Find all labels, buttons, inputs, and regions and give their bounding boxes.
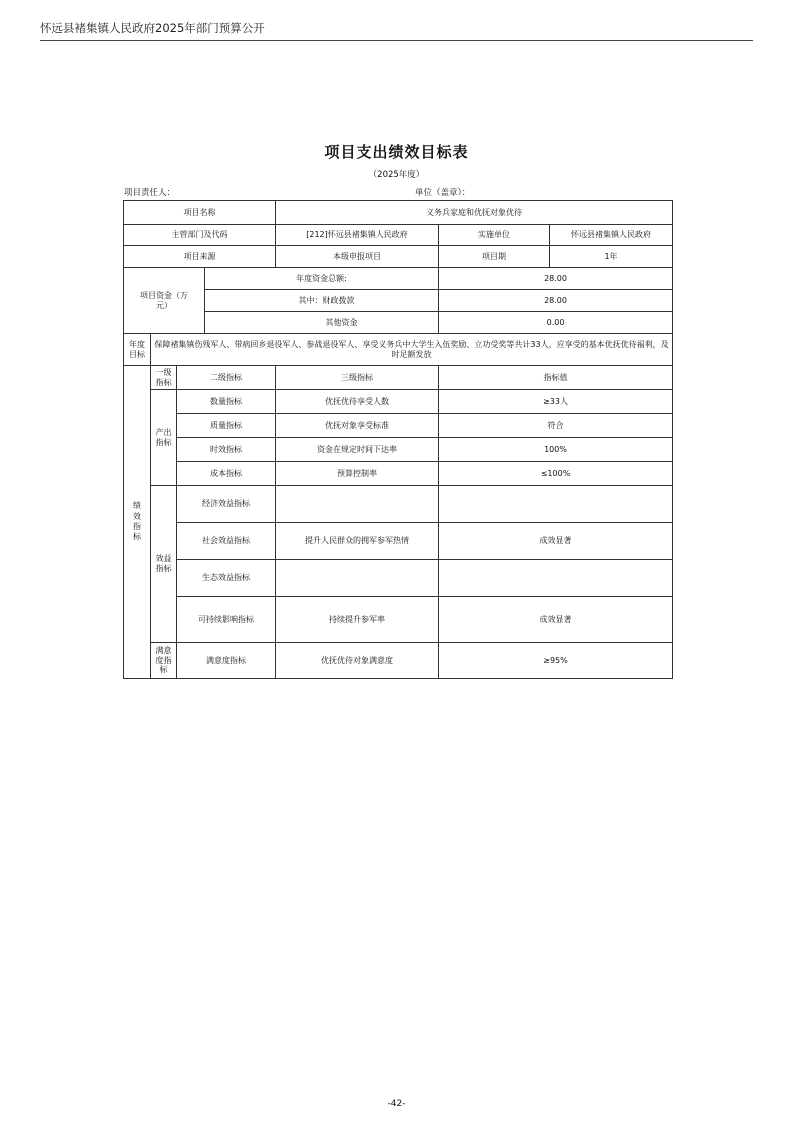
satisfaction-level3: 优抚优待对象满意度 [276, 643, 439, 679]
value-header: 指标值 [439, 366, 673, 390]
perf-label-text: 绩效指标 [133, 501, 141, 542]
benefit-level2: 经济效益指标 [177, 486, 276, 523]
period-value: 1年 [550, 246, 673, 268]
output-level3: 预算控制率 [276, 462, 439, 486]
funds-total-label: 年度资金总额: [205, 268, 439, 290]
output-value: ≤100% [439, 462, 673, 486]
level3-header: 三级指标 [276, 366, 439, 390]
benefit-level3: 提升人民群众的拥军参军热情 [276, 523, 439, 560]
responsible-label: 项目责任人： [124, 188, 176, 198]
benefit-level3 [276, 486, 439, 523]
satisfaction-label [151, 643, 177, 679]
benefit-label-text: 效益指标 [155, 554, 172, 573]
goal-label [124, 334, 151, 366]
satisfaction-level2: 满意度指标 [177, 643, 276, 679]
output-value: ≥33人 [439, 390, 673, 414]
funds-label [124, 268, 205, 334]
dept-value: [212]怀远县褚集镇人民政府 [276, 225, 439, 246]
funds-fiscal-value: 28.00 [439, 290, 673, 312]
project-name-label: 项目名称 [124, 201, 276, 225]
impl-unit-value: 怀远县褚集镇人民政府 [550, 225, 673, 246]
goal-value: 保障褚集镇伤残军人、带病回乡退役军人、参战退役军人、享受义务兵中大学生入伍奖励、立功受奖等共计33人，应享受的基本优抚优待福利，及时足额发放 [151, 334, 673, 366]
period-label: 项目期 [439, 246, 550, 268]
output-level2: 时效指标 [177, 438, 276, 462]
benefit-level2: 社会效益指标 [177, 523, 276, 560]
level1-header [151, 366, 177, 390]
header-divider [40, 40, 753, 41]
satisfaction-label-text: 满意度指标 [155, 645, 172, 675]
benefit-label [151, 486, 177, 643]
output-label-text: 产出指标 [155, 427, 172, 447]
benefit-level2: 可持续影响指标 [177, 597, 276, 643]
perf-label [124, 366, 151, 679]
source-value: 本级申报项目 [276, 246, 439, 268]
output-level2: 质量指标 [177, 414, 276, 438]
funds-fiscal-label: 其中：财政拨款 [205, 290, 439, 312]
output-level2: 成本指标 [177, 462, 276, 486]
benefit-value: 成效显著 [439, 523, 673, 560]
benefit-level3: 持续提升参军率 [276, 597, 439, 643]
benefit-value [439, 560, 673, 597]
level2-header: 二级指标 [177, 366, 276, 390]
benefit-value [439, 486, 673, 523]
page-number: -42- [387, 1099, 406, 1109]
output-label [151, 390, 177, 486]
output-value: 符合 [439, 414, 673, 438]
output-value: 100% [439, 438, 673, 462]
goal-label-text: 年度目标 [129, 339, 145, 359]
impl-unit-label: 实施单位 [439, 225, 550, 246]
funds-label-text: 项目资金（万元） [140, 290, 188, 310]
benefit-level2: 生态效益指标 [177, 560, 276, 597]
source-label: 项目来源 [124, 246, 276, 268]
performance-target-table [123, 200, 673, 679]
funds-other-value: 0.00 [439, 312, 673, 334]
fiscal-year: （2025年度） [368, 170, 425, 180]
output-level3: 优抚对象享受标准 [276, 414, 439, 438]
output-level3: 资金在规定时间下达率 [276, 438, 439, 462]
satisfaction-value: ≥95% [439, 643, 673, 679]
funds-other-label: 其他资金 [205, 312, 439, 334]
benefit-value: 成效显著 [439, 597, 673, 643]
project-name-value: 义务兵家庭和优抚对象优待 [276, 201, 673, 225]
output-level2: 数量指标 [177, 390, 276, 414]
dept-label: 主管部门及代码 [124, 225, 276, 246]
page-title: 项目支出绩效目标表 [324, 143, 469, 161]
level1-header-text: 一级指标 [155, 367, 172, 387]
page-header: 怀远县褚集镇人民政府2025年部门预算公开 [40, 21, 265, 35]
funds-total-value: 28.00 [439, 268, 673, 290]
output-level3: 优抚优待享受人数 [276, 390, 439, 414]
unit-seal-label: 单位（盖章）： [415, 188, 471, 198]
benefit-level3 [276, 560, 439, 597]
